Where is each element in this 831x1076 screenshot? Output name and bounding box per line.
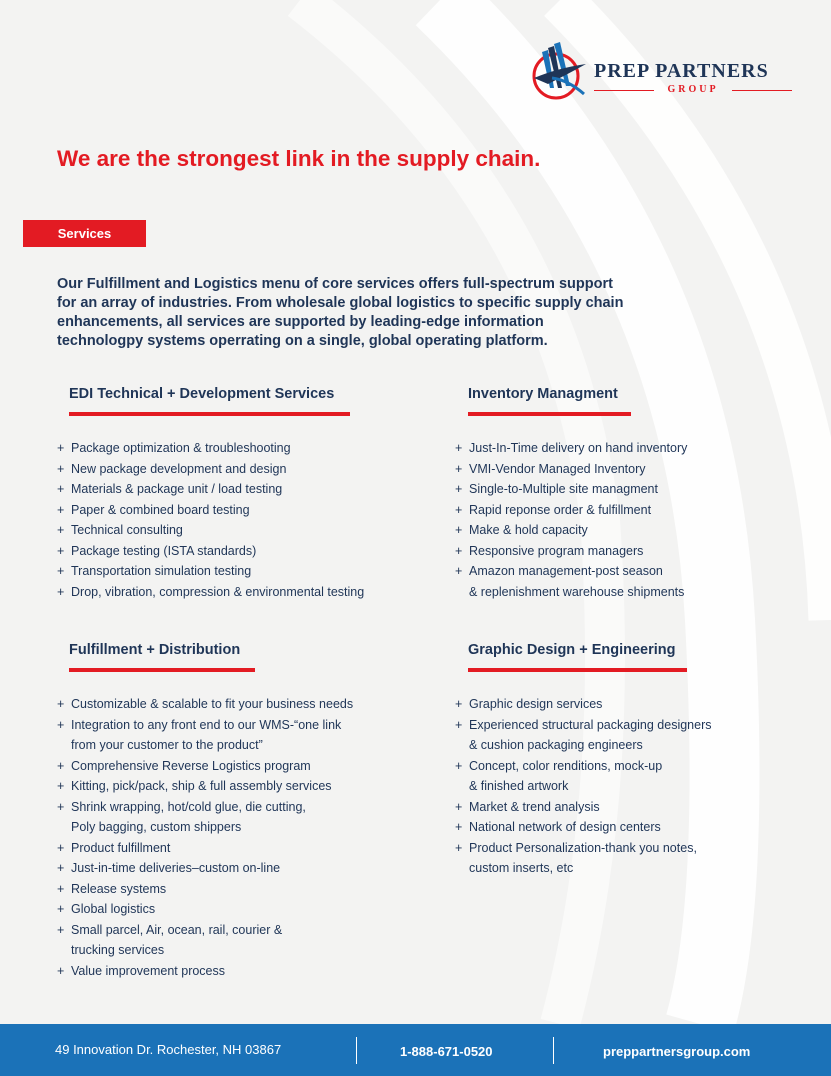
plus-bullet: +: [455, 441, 463, 455]
footer-divider: [553, 1037, 554, 1064]
service-item-text: Materials & package unit / load testing: [71, 482, 283, 496]
plus-bullet: +: [455, 482, 463, 496]
service-list-item: [57, 797, 353, 838]
service-item-text: Responsive program managers: [469, 543, 644, 558]
footer-divider: [356, 1037, 357, 1064]
service-item-text: Package optimization & troubleshooting: [71, 441, 291, 455]
logo-wordmark: PREP PARTNERS: [594, 60, 769, 82]
section-inventory: [455, 384, 687, 602]
service-item-text: Concept, color renditions, mock-up: [469, 758, 663, 773]
section-edi: [57, 384, 364, 602]
service-item-text: New package development and design: [71, 461, 287, 476]
logo-subtitle-text: GROUP: [667, 84, 719, 95]
service-list-item: [455, 438, 687, 459]
plus-bullet: +: [57, 543, 65, 558]
plus-bullet: +: [455, 820, 463, 834]
service-item-text: Transportation simulation testing: [71, 564, 252, 578]
service-list-item: [57, 541, 364, 562]
section-underline: [468, 412, 631, 416]
service-item-text: Just-in-time deliveries–custom on-line: [71, 861, 281, 875]
service-list-item: [57, 838, 353, 859]
service-list-item: [455, 479, 687, 500]
service-list-item: [455, 459, 687, 480]
service-list-item: [57, 899, 353, 920]
service-item-text: Package testing (ISTA standards): [71, 543, 257, 558]
plus-bullet: +: [57, 697, 65, 711]
service-item-continuation: trucking services: [71, 943, 165, 957]
intro-line: technologpy systems operrating on a single, global operating platform.: [57, 333, 548, 349]
service-item-text: Global logistics: [71, 902, 156, 916]
service-item-text: Amazon management-post season: [469, 564, 663, 578]
service-list: [57, 694, 353, 981]
logo-rule-right: [732, 90, 792, 91]
service-list-item: [57, 776, 353, 797]
service-list-item: [455, 694, 712, 715]
plus-bullet: +: [57, 840, 65, 855]
service-list-item: [455, 541, 687, 562]
service-list-item: [57, 694, 353, 715]
service-item-text: Product Personalization-thank you notes,: [469, 840, 697, 855]
plus-bullet: +: [57, 482, 65, 496]
service-item-continuation: & replenishment warehouse shipments: [469, 584, 685, 599]
plus-bullet: +: [455, 840, 463, 855]
section-fulfillment: [57, 640, 353, 981]
plus-bullet: +: [57, 779, 65, 793]
service-item-text: Rapid reponse order & fulfillment: [469, 502, 652, 517]
service-item-continuation: Poly bagging, custom shippers: [71, 820, 242, 834]
service-list-item: [455, 520, 687, 541]
service-item-text: Graphic design services: [469, 697, 603, 711]
plus-bullet: +: [455, 799, 463, 814]
section-graphic-design: [455, 640, 712, 879]
service-item-continuation: custom inserts, etc: [469, 861, 574, 875]
plus-bullet: +: [455, 758, 463, 773]
service-list-item: [57, 438, 364, 459]
service-list-item: [57, 756, 353, 777]
plus-bullet: +: [455, 523, 463, 537]
footer-phone-link[interactable]: 1-888-671-0520: [400, 1044, 493, 1059]
service-list: [455, 694, 712, 879]
service-item-text: Kitting, pick/pack, ship & full assembly services: [71, 779, 332, 793]
plus-bullet: +: [57, 881, 65, 896]
service-item-text: Release systems: [71, 881, 167, 896]
eagle-logo-icon: [528, 38, 588, 102]
logo-subtitle: [594, 84, 792, 96]
plus-bullet: +: [57, 717, 65, 732]
plus-bullet: +: [57, 902, 65, 916]
service-item-text: Single-to-Multiple site managment: [469, 482, 658, 496]
service-item-text: Make & hold capacity: [469, 523, 588, 537]
plus-bullet: +: [57, 799, 65, 814]
service-item-text: Customizable & scalable to fit your business needs: [71, 697, 354, 711]
services-tag: Services: [23, 220, 146, 247]
plus-bullet: +: [57, 461, 65, 476]
plus-bullet: +: [57, 922, 65, 937]
intro-paragraph: [57, 275, 667, 351]
service-item-text: VMI-Vendor Managed Inventory: [469, 461, 646, 476]
plus-bullet: +: [455, 502, 463, 517]
service-item-continuation: & finished artwork: [469, 779, 569, 793]
plus-bullet: +: [57, 441, 65, 455]
service-list-item: [57, 459, 364, 480]
plus-bullet: +: [57, 564, 65, 578]
plus-bullet: +: [57, 584, 65, 599]
service-item-text: Integration to any front end to our WMS-“one link: [71, 717, 342, 732]
service-list-item: [455, 817, 712, 838]
service-item-text: Product fulfillment: [71, 840, 171, 855]
section-title: Fulfillment + Distribution: [69, 642, 241, 658]
service-item-text: Drop, vibration, compression & environmental testing: [71, 584, 365, 599]
service-list-item: [455, 838, 712, 879]
service-list-item: [57, 520, 364, 541]
plus-bullet: +: [57, 502, 65, 517]
plus-bullet: +: [455, 697, 463, 711]
service-item-text: Small parcel, Air, ocean, rail, courier &: [71, 922, 283, 937]
plus-bullet: +: [57, 758, 65, 773]
footer-address: 49 Innovation Dr. Rochester, NH 03867: [55, 1042, 282, 1057]
service-item-text: Comprehensive Reverse Logistics program: [71, 758, 311, 773]
service-item-text: Just-In-Time delivery on hand inventory: [469, 441, 688, 455]
footer-bar: [0, 1024, 831, 1076]
service-list-item: [57, 961, 353, 982]
service-list-item: [57, 920, 353, 961]
service-list-item: [455, 500, 687, 521]
intro-line: enhancements, all services are supported by leading-edge information: [57, 314, 544, 330]
service-list-item: [57, 561, 364, 582]
section-title: EDI Technical + Development Services: [69, 386, 335, 402]
plus-bullet: +: [455, 543, 463, 558]
service-item-continuation: & cushion packaging engineers: [469, 738, 643, 752]
service-list-item: [455, 756, 712, 797]
service-item-text: Paper & combined board testing: [71, 502, 250, 517]
service-list-item: [455, 715, 712, 756]
plus-bullet: +: [455, 717, 463, 732]
footer-website-link[interactable]: preppartnersgroup.com: [603, 1044, 751, 1059]
plus-bullet: +: [57, 963, 65, 978]
service-item-text: Technical consulting: [71, 523, 183, 537]
service-list: [455, 438, 687, 602]
section-underline: [69, 412, 350, 416]
service-list-item: [57, 858, 353, 879]
plus-bullet: +: [57, 523, 65, 537]
service-item-text: Market & trend analysis: [469, 799, 600, 814]
company-logo: [528, 38, 798, 104]
service-item-text: Experienced structural packaging designers: [469, 717, 712, 732]
section-underline: [468, 668, 687, 672]
service-list-item: [57, 582, 364, 603]
service-list-item: [455, 561, 687, 602]
service-item-continuation: from your customer to the product”: [71, 738, 263, 752]
plus-bullet: +: [455, 564, 463, 578]
section-title: Inventory Managment: [468, 386, 618, 402]
service-list-item: [57, 500, 364, 521]
intro-line: Our Fulfillment and Logistics menu of core services offers full-spectrum support: [57, 276, 613, 292]
service-item-text: National network of design centers: [469, 820, 661, 834]
section-underline: [69, 668, 255, 672]
service-list-item: [57, 879, 353, 900]
service-list-item: [57, 479, 364, 500]
service-item-text: Value improvement process: [71, 963, 226, 978]
service-list-item: [57, 715, 353, 756]
service-list-item: [455, 797, 712, 818]
service-list: [57, 438, 364, 602]
plus-bullet: +: [57, 861, 65, 875]
page-headline: We are the strongest link in the supply chain.: [57, 146, 541, 171]
section-title: Graphic Design + Engineering: [468, 642, 676, 658]
service-item-text: Shrink wrapping, hot/cold glue, die cutting,: [71, 799, 306, 814]
intro-line: for an array of industries. From wholesale global logistics to specific supply chain: [57, 295, 624, 311]
plus-bullet: +: [455, 461, 463, 476]
